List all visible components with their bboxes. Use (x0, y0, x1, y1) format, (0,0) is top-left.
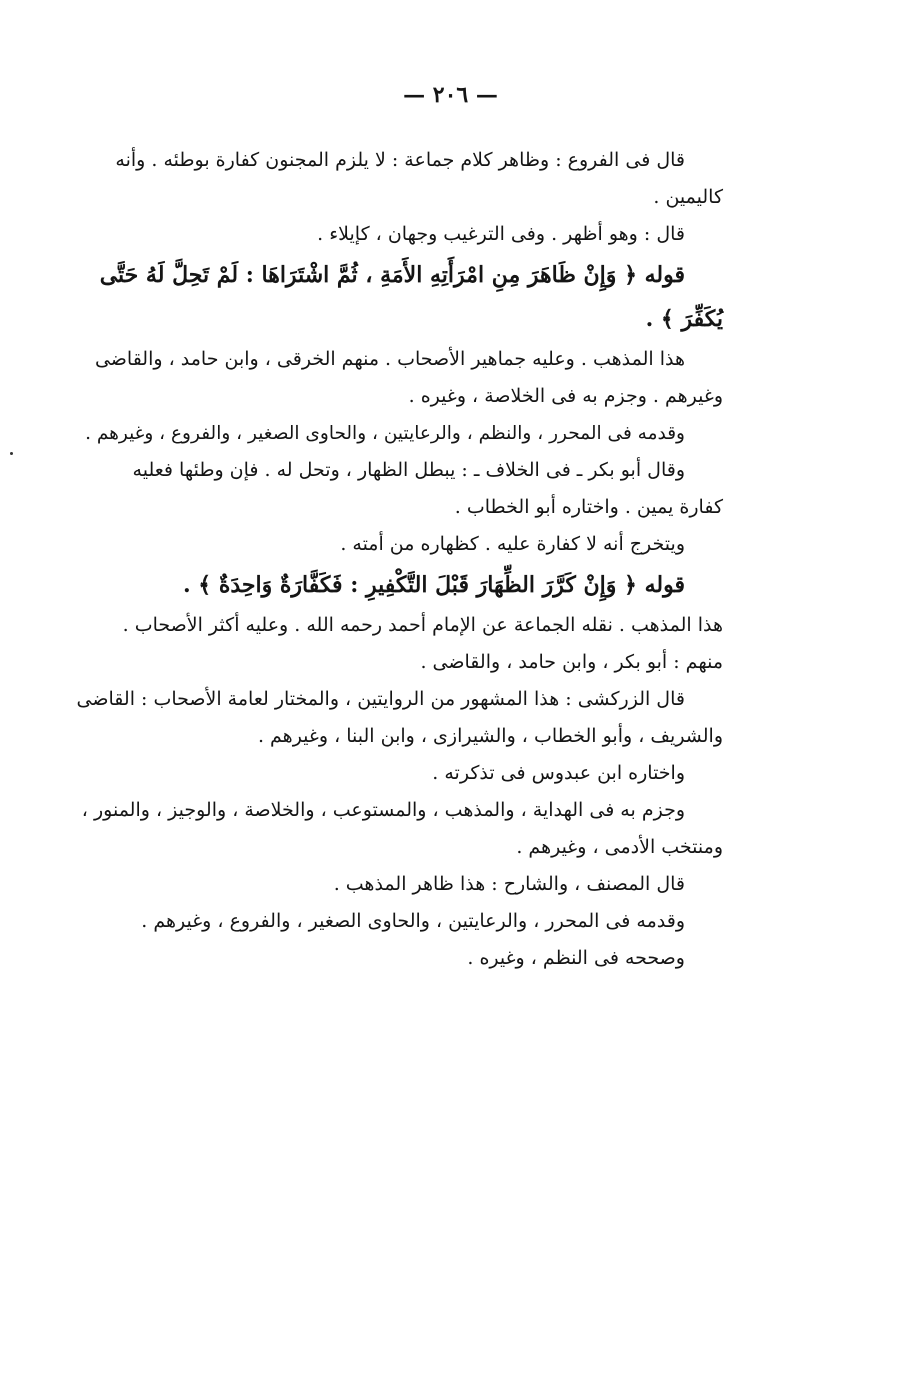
verse-heading-line: يُكَفِّرَ ﴾ . (645, 306, 723, 332)
page-number: — ٢٠٦ — (403, 82, 498, 108)
text-block (73, 142, 723, 977)
text-line: والشريف ، وأبو الخطاب ، والشيرازى ، وابن البنا ، وغيرهم . (257, 725, 723, 747)
text-line: وقدمه فى المحرر ، والنظم ، والرعايتين ، والحاوى الصغير ، والفروع ، وغيرهم . (85, 423, 685, 444)
text-line: قال الزركشى : هذا المشهور من الروايتين ، والمختار لعامة الأصحاب : القاضى (76, 688, 685, 710)
text-line: وجزم به فى الهداية ، والمذهب ، والمستوعب ، والخلاصة ، والوجيز ، والمنور ، (81, 799, 685, 821)
text-line: قال فى الفروع : وظاهر كلام جماعة : لا يلزم المجنون كفارة بوطئه . وأنه (115, 149, 685, 171)
text-line: وصححه فى النظم ، وغيره . (467, 947, 685, 969)
text-line: وقدمه فى المحرر ، والرعايتين ، والحاوى الصغير ، والفروع ، وغيرهم . (141, 910, 685, 932)
text-line: وقال أبو بكر ـ فى الخلاف ـ : يبطل الظهار ، وتحل له . فإن وطئها فعليه (132, 459, 685, 481)
text-line: ومنتخب الأدمى ، وغيرهم . (516, 836, 723, 858)
text-line: منهم : أبو بكر ، وابن حامد ، والقاضى . (420, 651, 723, 673)
text-line: كفارة يمين . واختاره أبو الخطاب . (454, 496, 723, 518)
text-line: ويتخرج أنه لا كفارة عليه . كظهاره من أمته . (340, 533, 685, 555)
text-line: هذا المذهب . نقله الجماعة عن الإمام أحمد رحمه الله . وعليه أكثر الأصحاب . (122, 614, 723, 636)
text-line: قال : وهو أظهر . وفى الترغيب وجهان ، كإيلاء . (317, 223, 685, 245)
text-line: واختاره ابن عبدوس فى تذكرته . (432, 762, 685, 784)
text-line: وغيرهم . وجزم به فى الخلاصة ، وغيره . (408, 385, 723, 407)
verse-heading-line: قوله ﴿ وَإِنْ ظَاهَرَ مِنِ امْرَأَتِهِ الأَمَةِ ، ثُمَّ اشْتَرَاهَا : لَمْ تَحِلَّ لَهُ حَتَّى (99, 262, 685, 288)
text-line: قال المصنف ، والشارح : هذا ظاهر المذهب . (333, 873, 685, 895)
text-line: هذا المذهب . وعليه جماهير الأصحاب . منهم الخرقى ، وابن حامد ، والقاضى (94, 348, 685, 370)
text-line: كاليمين . (653, 186, 723, 208)
verse-heading-line: قوله ﴿ وَإِنْ كَرَّرَ الظِّهَارَ قَبْلَ التَّكْفِيرِ : فَكَفَّارَةٌ وَاحِدَةٌ ﴾ . (182, 572, 685, 598)
stray-mark (10, 452, 13, 455)
